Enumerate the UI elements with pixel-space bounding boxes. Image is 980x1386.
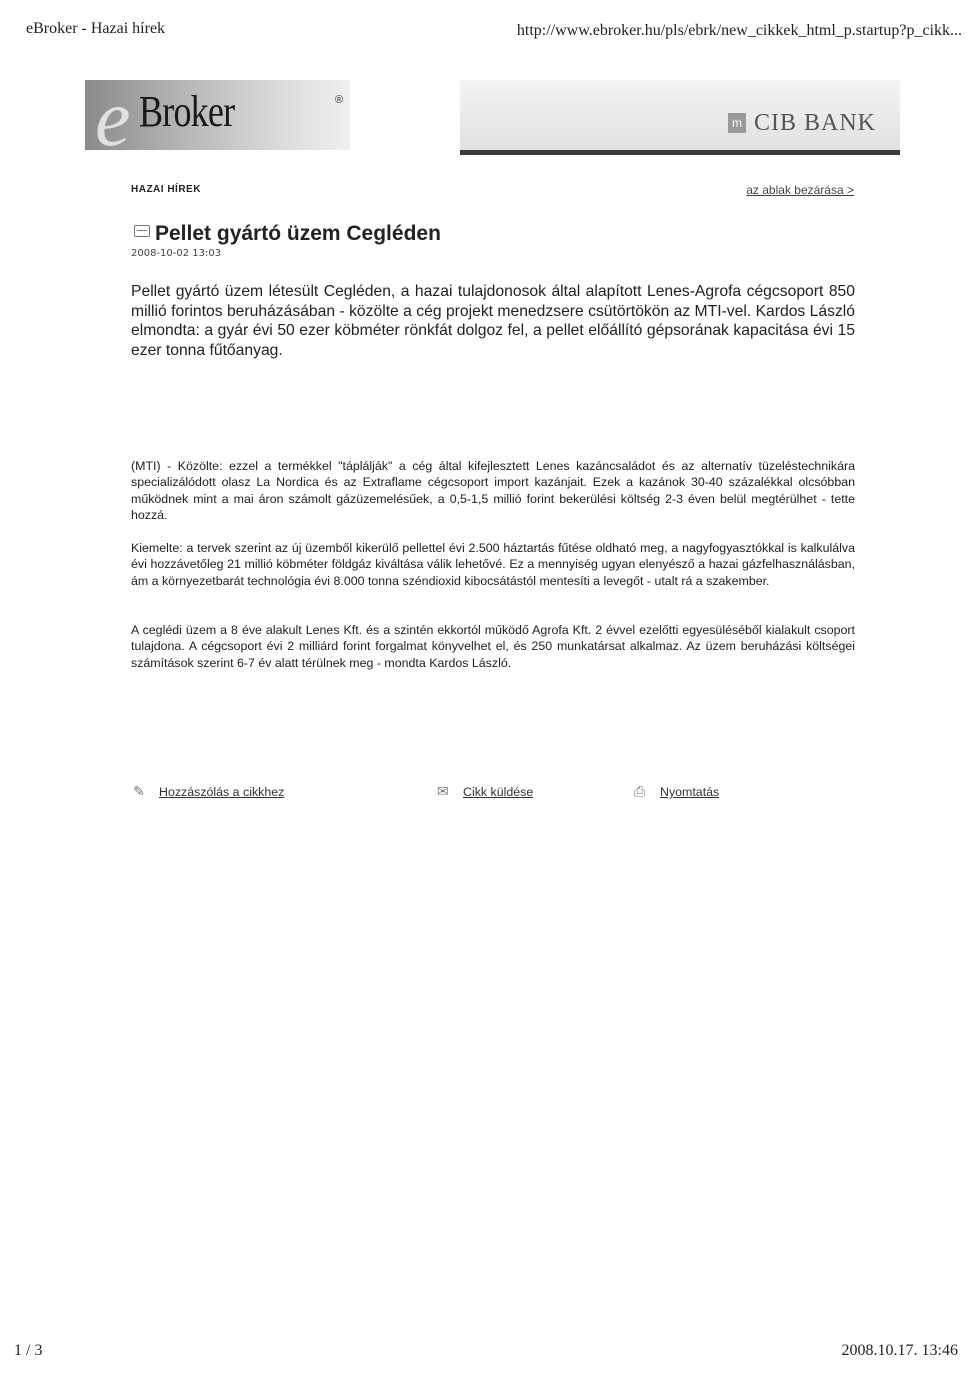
print-link[interactable]: [634, 783, 719, 800]
article-paragraph: (MTI) - Közölte: ezzel a termékkel "táplálják" a cég által kifejlesztett Lenes kazáncsaládot és az alternatív tüzeléstechnikára specializálódott olasz La Nordica és az Extraflame cégcsoport import kazánjait. Ezek a kazánok 30-40 százalékkal olcsóbban működnek mint a mai áron számolt gázüzemelésűek, a 0,5-1,5 millió forint bekerülési költség 2-3 éven belül megtérülhet - tette hozzá.: [131, 459, 855, 522]
logo-letter-e: e: [95, 80, 131, 150]
print-header-url: http://www.ebroker.hu/pls/ebrk/new_cikkek_html_p.startup?p_cikk...: [516, 22, 962, 39]
cib-bank-banner[interactable]: [460, 80, 900, 155]
section-label: HAZAI HÍREK: [131, 184, 201, 195]
logo-wordmark: Broker: [139, 87, 235, 136]
send-article-link[interactable]: [437, 783, 533, 800]
send-article-label: Cikk küldése: [463, 785, 534, 799]
print-footer-page: 1 / 3: [14, 1342, 43, 1359]
article-lead: Pellet gyártó üzem létesült Cegléden, a hazai tulajdonosok által alapított Lenes-Agrofa cégcsoport 850 millió forintos beruházásában - közölte a cég projekt menedzsere csütörtökön az MTI-vel. Kardos László elmondta: a gyár évi 50 ezer köbméter rönkfát dolgoz fel, a pellet előállító gépsorának kapacitása évi 15 ezer tonna fűtőanyag.: [131, 283, 855, 359]
ebroker-logo[interactable]: [85, 80, 350, 150]
article-datetime: 2008-10-02 13:03: [131, 248, 222, 259]
cib-bank-name: CIB BANK: [754, 110, 877, 136]
pen-icon: ✎: [133, 783, 145, 799]
printer-icon: ⎙: [634, 783, 646, 799]
article-paragraph: Kiemelte: a tervek szerint az új üzemből kikerülő pellettel évi 2.500 háztartás fűtése oldható meg, a nagyfogyasztókkal is kalkulálva évi hozzávetőleg 21 millió köbméter földgáz kiváltása válik lehetővé. Ez a mennyiség ugyan elenyésző a hazai gázfelhasználásban, ám a környezetbarát technológia évi 8.000 tonna széndioxid kibocsátástól mentesíti a levegőt - utalt rá a szakember.: [131, 541, 855, 588]
comment-link-label: Hozzászólás a cikkhez: [159, 785, 285, 799]
close-window-link[interactable]: az ablak bezárása >: [746, 183, 854, 197]
print-footer-timestamp: 2008.10.17. 13:46: [841, 1342, 958, 1359]
print-link-label: Nyomtatás: [660, 785, 720, 799]
cib-bank-logo-icon: m: [728, 113, 746, 133]
envelope-icon: ✉: [437, 783, 449, 799]
print-header-title: eBroker - Hazai hírek: [26, 20, 166, 37]
article-paragraph: A ceglédi üzem a 8 éve alakult Lenes Kft. és a szintén ekkortól működő Agrofa Kft. 2 évvel ezelőtti egyesüléséből kialakult csoport tulajdona. A cégcsoport évi 2 milliárd forint forgalmat könyvelhet el, és 250 munkatársat alkalmaz. Az üzem beruházási költségei számítások szerint 6-7 év alatt térülnek meg - mondta Kardos László.: [131, 623, 855, 670]
registered-mark: ®: [335, 94, 344, 106]
document-icon: [134, 225, 150, 237]
article-title: Pellet gyártó üzem Cegléden: [155, 222, 441, 245]
comment-link[interactable]: [133, 783, 284, 800]
